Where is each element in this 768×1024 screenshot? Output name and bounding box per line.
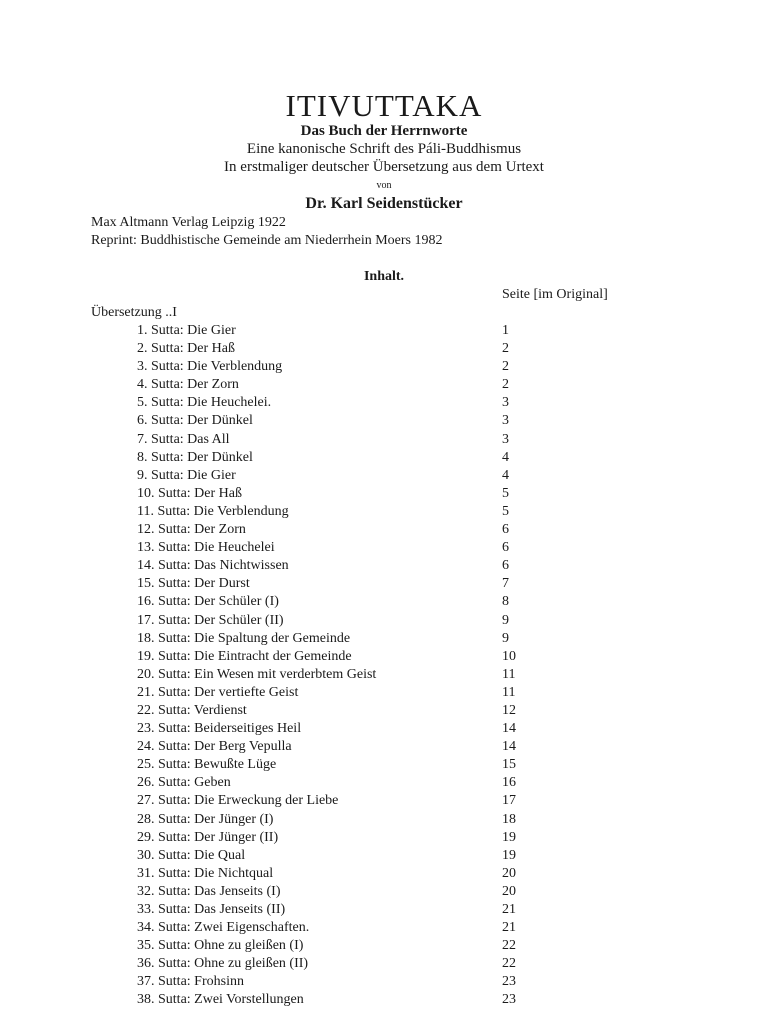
toc-entry-label: 2. Sutta: Der Haß bbox=[137, 341, 235, 357]
toc-entry bbox=[0, 449, 768, 467]
toc-entry-page: 18 bbox=[502, 811, 516, 827]
toc-entry bbox=[0, 376, 768, 394]
toc-entry-page: 6 bbox=[502, 540, 509, 556]
toc-entry bbox=[0, 648, 768, 666]
toc-entry-page: 6 bbox=[502, 522, 509, 538]
toc-entry bbox=[0, 412, 768, 430]
toc-entry-label: 5. Sutta: Die Heuchelei. bbox=[137, 395, 272, 411]
book-subtitle: Das Buch der Herrnworte bbox=[300, 123, 468, 139]
toc-entry-label: 30. Sutta: Die Qual bbox=[137, 847, 246, 863]
toc-entry bbox=[0, 756, 768, 774]
toc-entry-page: 1 bbox=[502, 323, 509, 338]
toc-entry-page: 21 bbox=[502, 920, 516, 936]
toc-entry bbox=[0, 847, 768, 865]
toc-entry-page: 21 bbox=[502, 902, 516, 917]
toc-entry-page: 4 bbox=[502, 449, 509, 465]
toc-entry-label: 25. Sutta: Bewußte Lüge bbox=[137, 757, 277, 773]
toc-entry bbox=[0, 919, 768, 937]
toc-entry bbox=[0, 575, 768, 593]
toc-entry bbox=[0, 394, 768, 412]
book-title: ITIVUTTAKA bbox=[285, 88, 483, 123]
toc-entry-page: 20 bbox=[502, 865, 516, 881]
author-name: Dr. Karl Seidenstücker bbox=[305, 195, 463, 212]
toc-entry-label: 14. Sutta: Das Nichtwissen bbox=[137, 558, 289, 574]
toc-entry bbox=[0, 612, 768, 630]
toc-entry-page: 23 bbox=[502, 992, 516, 1008]
toc-entry bbox=[0, 991, 768, 1009]
toc-entry bbox=[0, 485, 768, 503]
toc-entry-page: 23 bbox=[502, 974, 516, 990]
toc-entry bbox=[0, 358, 768, 376]
toc-entry bbox=[0, 901, 768, 919]
toc-entry-page: 2 bbox=[502, 341, 509, 357]
toc-entry-label: 32. Sutta: Das Jenseits (I) bbox=[137, 883, 281, 899]
toc-entry-label: 34. Sutta: Zwei Eigenschaften. bbox=[137, 920, 310, 936]
toc-entry bbox=[0, 431, 768, 449]
toc-entry bbox=[0, 503, 768, 521]
toc-entry-label: 27. Sutta: Die Erweckung der Liebe bbox=[137, 793, 339, 809]
toc-intro-line: Übersetzung ..I bbox=[91, 305, 177, 320]
toc-entry-page: 3 bbox=[502, 431, 509, 447]
toc-entry bbox=[0, 630, 768, 648]
toc-entry bbox=[0, 720, 768, 738]
page-column-header: Seite [im Original] bbox=[502, 287, 608, 302]
toc-entry-label: 13. Sutta: Die Heuchelei bbox=[137, 540, 275, 556]
toc-entry-page: 5 bbox=[502, 503, 509, 519]
toc-entry-label: 4. Sutta: Der Zorn bbox=[137, 377, 239, 393]
toc-entry-label: 15. Sutta: Der Durst bbox=[137, 576, 250, 592]
toc-entry-page: 14 bbox=[502, 721, 516, 737]
toc-entry-label: 3. Sutta: Die Verblendung bbox=[137, 359, 283, 375]
toc-entry-page: 8 bbox=[502, 594, 509, 610]
publisher-line: Max Altmann Verlag Leipzig 1922 bbox=[91, 215, 286, 230]
toc-entry-label: 17. Sutta: Der Schüler (II) bbox=[137, 612, 284, 628]
toc-entry-label: 37. Sutta: Frohsinn bbox=[137, 974, 244, 990]
toc-entry-page: 10 bbox=[502, 648, 516, 664]
toc-entry-label: 22. Sutta: Verdienst bbox=[137, 702, 247, 718]
toc-entry bbox=[0, 557, 768, 575]
toc-entry-label: 35. Sutta: Ohne zu gleißen (I) bbox=[137, 938, 304, 954]
toc-entry-label: 29. Sutta: Der Jünger (II) bbox=[137, 829, 279, 845]
toc-entry-label: 23. Sutta: Beiderseitiges Heil bbox=[137, 721, 302, 737]
toc-entry-page: 9 bbox=[502, 630, 509, 646]
toc-entry-label: 6. Sutta: Der Dünkel bbox=[137, 413, 253, 429]
toc-entry bbox=[0, 684, 768, 702]
toc-entry-page: 19 bbox=[502, 829, 516, 845]
description-line-1: Eine kanonische Schrift des Páli-Buddhismus bbox=[246, 141, 522, 157]
toc-entry-page: 4 bbox=[502, 467, 509, 483]
toc-entry-page: 19 bbox=[502, 847, 516, 863]
toc-entry-label: 8. Sutta: Der Dünkel bbox=[137, 449, 253, 465]
toc-entry bbox=[0, 883, 768, 901]
toc-entry-page: 15 bbox=[502, 757, 516, 773]
toc-entry bbox=[0, 539, 768, 557]
toc-entry-label: 19. Sutta: Die Eintracht der Gemeinde bbox=[137, 648, 352, 664]
toc-entry-label: 33. Sutta: Das Jenseits (II) bbox=[137, 902, 286, 917]
toc-entry bbox=[0, 467, 768, 485]
toc-entry-label: 18. Sutta: Die Spaltung der Gemeinde bbox=[137, 630, 351, 646]
toc-entry-label: 26. Sutta: Geben bbox=[137, 775, 231, 791]
toc-entry-label: 11. Sutta: Die Verblendung bbox=[137, 503, 289, 519]
toc-entry bbox=[0, 955, 768, 973]
toc-entry-label: 16. Sutta: Der Schüler (I) bbox=[137, 594, 279, 610]
toc-entry bbox=[0, 865, 768, 883]
toc-entry-page: 3 bbox=[502, 413, 509, 429]
toc-entry bbox=[0, 340, 768, 358]
toc-entry-page: 14 bbox=[502, 739, 516, 755]
toc-entry-page: 16 bbox=[502, 775, 516, 791]
toc-entry bbox=[0, 666, 768, 684]
toc-entry-label: 1. Sutta: Die Gier bbox=[137, 323, 236, 338]
von-label: von bbox=[376, 180, 392, 191]
toc-entry-label: 36. Sutta: Ohne zu gleißen (II) bbox=[137, 956, 309, 972]
toc-entry-page: 9 bbox=[502, 612, 509, 628]
toc-entry-page: 11 bbox=[502, 666, 516, 682]
toc-entry-page: 6 bbox=[502, 558, 509, 574]
toc-entry-label: 24. Sutta: Der Berg Vepulla bbox=[137, 739, 292, 755]
toc-list bbox=[0, 322, 768, 1010]
toc-heading: Inhalt. bbox=[363, 269, 405, 284]
toc-entry-label: 9. Sutta: Die Gier bbox=[137, 467, 236, 483]
toc-entry-page: 11 bbox=[502, 684, 516, 700]
toc-entry-page: 12 bbox=[502, 702, 516, 718]
toc-entry-page: 3 bbox=[502, 395, 509, 411]
toc-entry-label: 10. Sutta: Der Haß bbox=[137, 485, 242, 501]
toc-entry bbox=[0, 738, 768, 756]
toc-entry bbox=[0, 702, 768, 720]
toc-entry-page: 2 bbox=[502, 377, 509, 393]
toc-entry bbox=[0, 593, 768, 611]
toc-entry-page: 22 bbox=[502, 938, 516, 954]
toc-entry-label: 7. Sutta: Das All bbox=[137, 431, 230, 447]
toc-entry bbox=[0, 973, 768, 991]
toc-entry-label: 21. Sutta: Der vertiefte Geist bbox=[137, 684, 299, 700]
toc-entry-label: 12. Sutta: Der Zorn bbox=[137, 522, 246, 538]
toc-entry-label: 38. Sutta: Zwei Vorstellungen bbox=[137, 992, 304, 1008]
toc-entry-label: 31. Sutta: Die Nichtqual bbox=[137, 865, 274, 881]
toc-entry-page: 20 bbox=[502, 883, 516, 899]
toc-entry bbox=[0, 521, 768, 539]
toc-entry bbox=[0, 774, 768, 792]
toc-entry-page: 5 bbox=[502, 485, 509, 501]
toc-entry bbox=[0, 792, 768, 810]
toc-entry-label: 28. Sutta: Der Jünger (I) bbox=[137, 811, 274, 827]
toc-entry bbox=[0, 937, 768, 955]
toc-entry bbox=[0, 811, 768, 829]
toc-entry bbox=[0, 322, 768, 340]
toc-entry-page: 17 bbox=[502, 793, 516, 809]
description-line-2: In erstmaliger deutscher Übersetzung aus dem Urtext bbox=[224, 159, 544, 175]
toc-entry-page: 7 bbox=[502, 576, 509, 592]
toc-entry-label: 20. Sutta: Ein Wesen mit verderbtem Geist bbox=[137, 666, 377, 682]
reprint-line: Reprint: Buddhistische Gemeinde am Niederrhein Moers 1982 bbox=[91, 233, 443, 248]
toc-entry-page: 2 bbox=[502, 359, 509, 375]
toc-entry-page: 22 bbox=[502, 956, 516, 972]
toc-entry bbox=[0, 829, 768, 847]
